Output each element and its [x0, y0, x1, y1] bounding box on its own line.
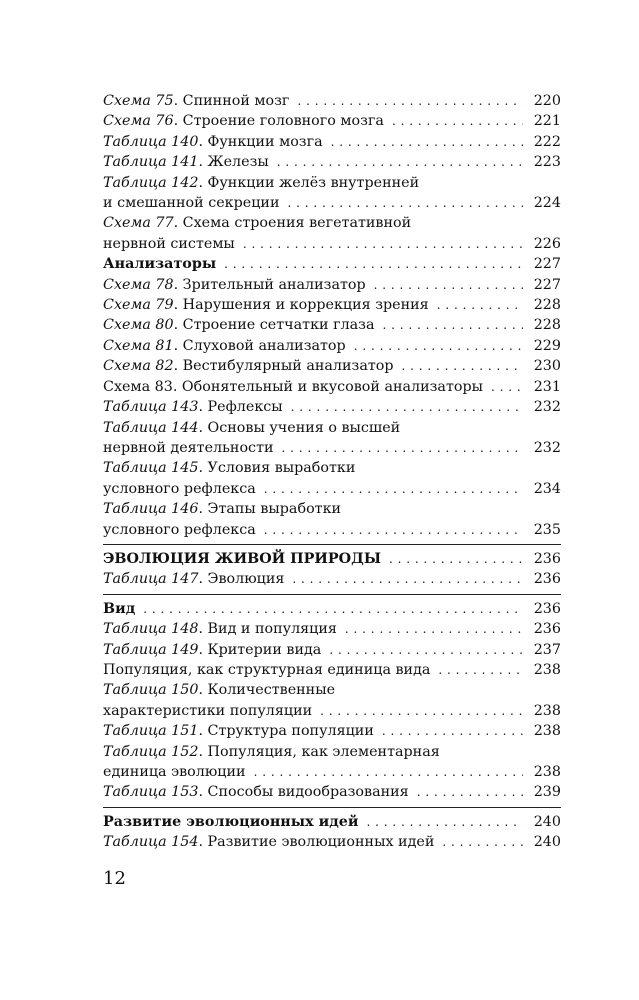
toc-entry-text [103, 479, 256, 499]
toc-entry [103, 832, 561, 852]
toc-line: Схема 77. Схема строения вегетативной [103, 215, 412, 232]
toc-line [103, 336, 561, 356]
toc-entry-prefix: Схема 78 [103, 276, 174, 293]
toc-entry-text: Таблица 153. Способы видообразования [103, 784, 409, 801]
toc-entry [103, 782, 561, 802]
toc-line [103, 762, 561, 782]
toc-entry [103, 152, 561, 172]
toc-entry-text: Таблица 151. Структура популяции [103, 723, 374, 740]
toc-entry [103, 660, 561, 680]
toc-entry-prefix: Таблица 142 [103, 174, 199, 191]
toc-entry [103, 619, 561, 639]
toc-entry-prefix: Таблица 147 [103, 571, 199, 588]
toc-entry [103, 549, 561, 569]
toc-page-number: 238 [533, 723, 561, 740]
dot-leader [320, 701, 523, 721]
toc-entry-prefix: Схема 76 [103, 113, 174, 130]
toc-entry-text [103, 701, 312, 721]
dot-leader [264, 479, 523, 499]
toc-entry-text [103, 520, 256, 540]
toc-entry [103, 173, 561, 214]
toc-entry [103, 812, 561, 832]
toc-entry-title: Развитие эволюционных идей [207, 834, 435, 851]
toc-line [103, 832, 561, 852]
toc-page-number: 228 [533, 297, 561, 314]
toc-entry [103, 458, 561, 499]
dot-leader [392, 111, 523, 131]
toc-entry-title: Функции желёз внутренней [207, 174, 420, 191]
toc-entry-title: Основы учения о высшей [207, 419, 401, 436]
toc-entry-title: Вестибулярный анализатор [182, 358, 394, 375]
toc-page-number: 227 [533, 256, 561, 273]
toc-page-number: 235 [533, 521, 561, 538]
toc-entry-text [103, 812, 358, 832]
toc-entry [103, 315, 561, 335]
toc-entry-title: Популяция, как структурная единица вида [103, 661, 431, 678]
toc-section-heading: ЭВОЛЮЦИЯ ЖИВОЙ ПРИРОДЫ [103, 550, 382, 567]
toc-entry-text: Таблица 149. Критерии вида [103, 641, 322, 658]
toc-entry-title: Слуховой анализатор [182, 337, 346, 354]
dot-leader [383, 315, 524, 335]
toc-entry-prefix: Таблица 151 [103, 723, 199, 740]
toc-section-heading: Анализаторы [103, 256, 217, 273]
toc-entry [103, 569, 561, 589]
dot-leader [438, 660, 523, 680]
toc-entry-prefix: Схема 82 [103, 358, 174, 375]
toc-entry [103, 254, 561, 274]
section-divider [103, 594, 561, 595]
toc-entry-title: Критерии вида [207, 641, 322, 658]
toc-page-number: 238 [533, 764, 561, 780]
toc-entry-prefix: Схема 79 [103, 297, 174, 314]
dot-leader [354, 336, 523, 356]
toc-entry-title: Строение головного мозга [182, 113, 384, 130]
toc-line [103, 193, 561, 213]
toc-line: Таблица 146. Этапы выработки [103, 501, 342, 518]
toc-line [103, 356, 561, 376]
toc-entry-text [103, 599, 135, 619]
toc-line [103, 721, 561, 741]
toc-section-heading: Вид [103, 600, 136, 617]
toc-entry-prefix: Схема 80 [103, 317, 174, 334]
toc-entry-title-cont: условного рефлекса [103, 521, 256, 538]
toc-entry [103, 213, 561, 254]
toc-line [103, 520, 561, 540]
dot-leader [374, 275, 523, 295]
toc-entry [103, 599, 561, 619]
toc-entry [103, 742, 561, 783]
toc-entry [103, 680, 561, 721]
toc-line [103, 660, 561, 680]
toc-section-heading: Развитие эволюционных идей [103, 813, 359, 830]
toc-entry-prefix: Таблица 144 [103, 419, 199, 436]
dot-leader [224, 254, 523, 274]
toc-entry-title: Схема 83. Обонятельный и вкусовой анализаторы [103, 378, 484, 395]
toc-line [103, 315, 561, 335]
toc-entry-prefix: Таблица 148 [103, 621, 199, 638]
toc-line [103, 701, 561, 721]
toc-entry-prefix: Таблица 152 [103, 743, 199, 760]
toc-entry-prefix: Таблица 146 [103, 501, 199, 518]
toc-line [103, 782, 561, 802]
toc-page-number: 220 [533, 93, 561, 109]
toc-page-number: 223 [533, 154, 561, 171]
toc-page-number: 238 [533, 661, 561, 678]
toc-entry-text: Таблица 140. Функции мозга [103, 133, 323, 150]
section-divider [103, 544, 561, 545]
toc-entry-prefix: Схема 77 [103, 215, 174, 232]
dot-leader [292, 569, 523, 589]
toc-entry-text [103, 254, 216, 274]
toc-entry-text [103, 438, 274, 458]
toc-page-number: 236 [533, 600, 561, 617]
toc-entry-title-cont: нервной деятельности [103, 439, 274, 456]
dot-leader [437, 295, 523, 315]
toc-entry-prefix: Схема 81 [103, 337, 174, 354]
toc-entry-text [103, 193, 279, 213]
toc-entry-prefix: Таблица 150 [103, 682, 199, 699]
toc-entry [103, 275, 561, 295]
toc-page-number: 239 [533, 784, 561, 801]
toc-line [103, 111, 561, 131]
toc-line: Таблица 144. Основы учения о высшей [103, 419, 401, 436]
toc-line: Таблица 152. Популяция, как элементарная [103, 743, 440, 760]
toc-page-number: 221 [533, 113, 561, 130]
table-of-contents [103, 91, 561, 853]
toc-page-number: 222 [533, 133, 561, 150]
dot-leader [417, 782, 523, 802]
toc-line [103, 377, 561, 397]
toc-entry-title: Строение сетчатки глаза [182, 317, 375, 334]
toc-entry-prefix: Таблица 141 [103, 154, 199, 171]
toc-page-number: 226 [533, 235, 561, 252]
toc-page-number: 232 [533, 399, 561, 416]
dot-leader [297, 91, 523, 111]
toc-entry-title-cont: единица эволюции [103, 764, 246, 780]
toc-entry-text [103, 660, 430, 680]
toc-entry [103, 397, 561, 417]
toc-line [103, 275, 561, 295]
toc-line [103, 295, 561, 315]
toc-entry-text [103, 762, 246, 782]
toc-entry-text [103, 377, 483, 397]
toc-entry [103, 721, 561, 741]
dot-leader [329, 640, 523, 660]
toc-entry [103, 377, 561, 397]
toc-entry [103, 295, 561, 315]
dot-leader [254, 762, 523, 782]
toc-line [103, 132, 561, 152]
toc-line [103, 640, 561, 660]
toc-entry-prefix: Таблица 145 [103, 460, 199, 477]
page-number: 12 [103, 868, 126, 889]
toc-page-number: 234 [533, 480, 561, 497]
toc-line [103, 569, 561, 589]
toc-entry-title: Вид и популяция [207, 621, 337, 638]
toc-page-number: 231 [533, 378, 561, 395]
dot-leader [243, 234, 523, 254]
toc-entry [103, 640, 561, 660]
toc-page-number: 230 [533, 358, 561, 375]
dot-leader [331, 132, 523, 152]
toc-line [103, 619, 561, 639]
toc-entry-text: Таблица 147. Эволюция [103, 571, 285, 588]
toc-entry-text: Схема 78. Зрительный анализатор [103, 276, 366, 293]
dot-leader [345, 619, 523, 639]
dot-leader [287, 193, 523, 213]
toc-entry-text: Таблица 141. Железы [103, 154, 269, 171]
toc-entry-text: Схема 76. Строение головного мозга [103, 113, 384, 130]
toc-entry-title-cont: условного рефлекса [103, 480, 256, 497]
toc-entry [103, 336, 561, 356]
toc-page-number: 232 [533, 439, 561, 456]
toc-entry-title: Эволюция [207, 571, 285, 588]
toc-page-number: 228 [533, 317, 561, 334]
toc-line [103, 549, 561, 569]
toc-entry-prefix: Таблица 154 [103, 834, 199, 851]
toc-entry-title: Зрительный анализатор [182, 276, 366, 293]
toc-entry-title: Способы видообразования [207, 784, 409, 801]
dot-leader [264, 520, 523, 540]
toc-line [103, 152, 561, 172]
toc-entry-title: Нарушения и коррекция зрения [182, 297, 429, 314]
toc-entry-text: Схема 75. Спинной мозг [103, 93, 290, 109]
toc-entry-prefix: Схема 75 [103, 93, 174, 109]
toc-line: Таблица 150. Количественные [103, 682, 336, 699]
toc-entry [103, 111, 561, 131]
toc-entry-text: Схема 81. Слуховой анализатор [103, 337, 346, 354]
toc-page-number: 236 [533, 550, 561, 567]
toc-entry [103, 132, 561, 152]
toc-line [103, 599, 561, 619]
toc-line [103, 91, 561, 111]
dot-leader [277, 152, 523, 172]
toc-entry [103, 356, 561, 376]
toc-page-number: 229 [533, 337, 561, 354]
toc-page-number: 240 [533, 834, 561, 851]
toc-entry-text [103, 234, 235, 254]
dot-leader [143, 599, 523, 619]
toc-entry [103, 499, 561, 540]
toc-page-number: 236 [533, 571, 561, 588]
toc-page-number: 236 [533, 621, 561, 638]
toc-entry-title: Условия выработки [207, 460, 356, 477]
toc-page-number: 227 [533, 276, 561, 293]
toc-entry [103, 91, 561, 111]
toc-entry-prefix: Таблица 140 [103, 133, 199, 150]
toc-entry-title: Железы [207, 154, 269, 171]
toc-page-number: 237 [533, 641, 561, 658]
toc-line [103, 438, 561, 458]
toc-line: Таблица 145. Условия выработки [103, 460, 356, 477]
toc-entry-title: Рефлексы [207, 399, 283, 416]
toc-entry-title-cont: и смешанной секреции [103, 195, 280, 212]
toc-entry-title: Спинной мозг [182, 93, 290, 109]
dot-leader [491, 377, 523, 397]
toc-page-number: 224 [533, 195, 561, 212]
toc-entry-text: Таблица 148. Вид и популяция [103, 621, 337, 638]
section-divider [103, 807, 561, 808]
dot-leader [282, 438, 523, 458]
toc-entry-title: Количественные [207, 682, 336, 699]
dot-leader [389, 549, 523, 569]
toc-page-number: 240 [533, 813, 561, 830]
toc-entry-text: Схема 82. Вестибулярный анализатор [103, 358, 394, 375]
dot-leader [366, 812, 523, 832]
dot-leader [382, 721, 523, 741]
toc-entry-title: Схема строения вегетативной [182, 215, 412, 232]
dot-leader [402, 356, 523, 376]
toc-entry-title: Популяция, как элементарная [207, 743, 440, 760]
toc-line [103, 397, 561, 417]
toc-entry-text: Таблица 143. Рефлексы [103, 399, 283, 416]
toc-entry-prefix: Таблица 149 [103, 641, 199, 658]
toc-entry-title: Структура популяции [207, 723, 374, 740]
toc-entry [103, 418, 561, 459]
toc-entry-text [103, 549, 381, 569]
toc-line [103, 812, 561, 832]
toc-entry-text: Схема 80. Строение сетчатки глаза [103, 317, 375, 334]
dot-leader [442, 832, 523, 852]
toc-entry-prefix: Таблица 143 [103, 399, 199, 416]
dot-leader [291, 397, 523, 417]
toc-entry-text: Схема 79. Нарушения и коррекция зрения [103, 297, 429, 314]
toc-entry-title: Этапы выработки [207, 501, 342, 518]
toc-entry-title-cont: характеристики популяции [103, 702, 313, 719]
toc-entry-text: Таблица 154. Развитие эволюционных идей [103, 834, 435, 851]
toc-line [103, 479, 561, 499]
toc-line: Таблица 142. Функции желёз внутренней [103, 174, 420, 191]
toc-line [103, 254, 561, 274]
toc-page-number: 238 [533, 702, 561, 719]
toc-entry-title-cont: нервной системы [103, 235, 235, 252]
toc-entry-prefix: Таблица 153 [103, 784, 199, 801]
toc-entry-title: Функции мозга [207, 133, 323, 150]
toc-line [103, 234, 561, 254]
